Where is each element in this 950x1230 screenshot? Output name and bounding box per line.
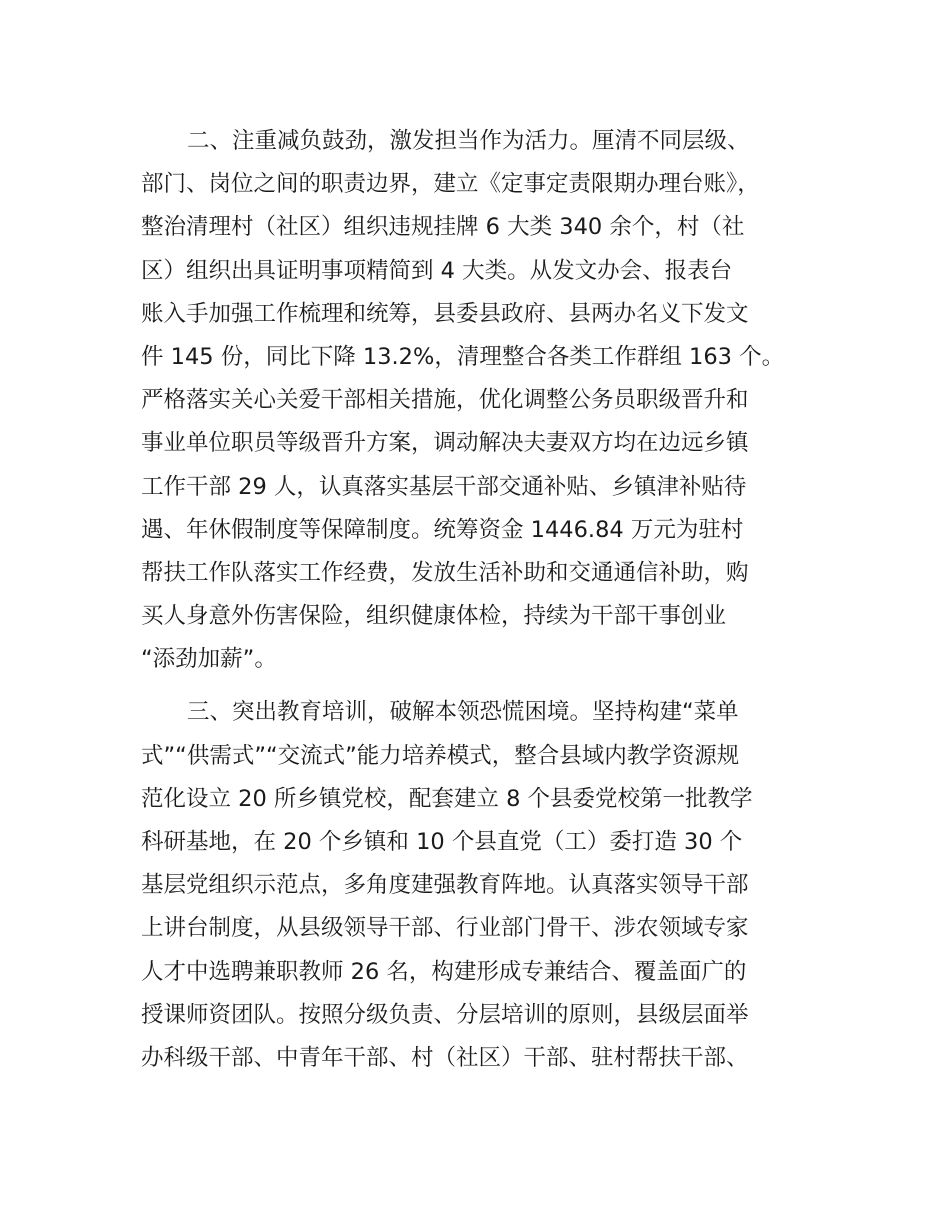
- text-line: 部门、岗位之间的职责边界，建立《定事定责限期办理台账》，: [141, 171, 760, 198]
- text-line: 件 145 份，同比下降 13.2%，清理整合各类工作群组 163 个。: [141, 343, 785, 370]
- document-body: [141, 120, 821, 1080]
- text-line: 买人身意外伤害保险，组织健康体检，持续为干部干事创业: [141, 603, 727, 630]
- paragraph-education-training: [141, 691, 821, 1080]
- text-line: 严格落实关心关爱干部相关措施，优化调整公务员职级晋升和: [141, 387, 749, 414]
- text-line: 账入手加强工作梳理和统筹，县委县政府、县两办名义下发文: [141, 300, 749, 327]
- paragraph-reduce-burden: [141, 120, 821, 681]
- text-line: 式”“供需式”“交流式”能力培养模式，整合县域内教学资源规: [141, 742, 740, 769]
- text-line: 上讲台制度，从县级领导干部、行业部门骨干、涉农领域专家: [141, 915, 749, 942]
- text-line: 基层党组织示范点，多角度建强教育阵地。认真落实领导干部: [141, 872, 749, 899]
- text-line: 遇、年休假制度等保障制度。统筹资金 1446.84 万元为驻村: [141, 516, 744, 543]
- text-line: 区）组织出具证明事项精简到 4 大类。从发文办会、报表台: [141, 257, 733, 284]
- text-line: 事业单位职员等级晋升方案，调动解决夫妻双方均在边远乡镇: [141, 430, 749, 457]
- text-line: 范化设立 20 所乡镇党校，配套建立 8 个县委党校第一批教学: [141, 785, 753, 812]
- text-line: 工作干部 29 人，认真落实基层干部交通补贴、乡镇津补贴待: [141, 473, 747, 500]
- text-line: 整治清理村（社区）组织违规挂牌 6 大类 340 余个，村（社: [141, 214, 745, 241]
- text-line: 三、突出教育培训，破解本领恐慌困境。坚持构建“菜单: [187, 699, 739, 726]
- text-line: 办科级干部、中青年干部、村（社区）干部、驻村帮扶干部、: [141, 1044, 749, 1071]
- text-line: “添劲加薪”。: [141, 646, 277, 673]
- text-line: 授课师资团队。按照分级负责、分层培训的原则，县级层面举: [141, 1001, 749, 1028]
- text-line: 人才中选聘兼职教师 26 名，构建形成专兼结合、覆盖面广的: [141, 958, 747, 985]
- text-line: 帮扶工作队落实工作经费，发放生活补助和交通通信补助，购: [141, 559, 749, 586]
- text-line: 科研基地，在 20 个乡镇和 10 个县直党（工）委打造 30 个: [141, 829, 743, 855]
- text-line: 二、注重减负鼓劲，激发担当作为活力。厘清不同层级、: [187, 128, 750, 154]
